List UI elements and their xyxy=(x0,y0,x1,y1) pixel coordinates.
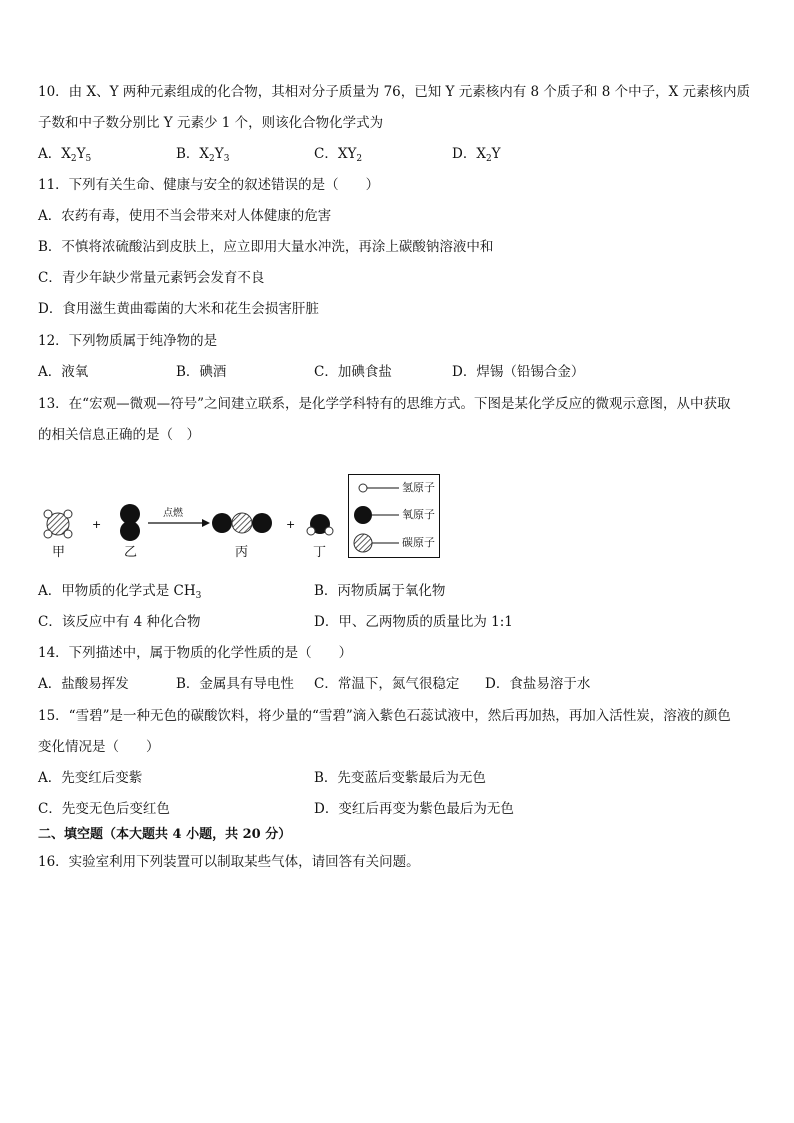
molecule-jia xyxy=(44,510,72,538)
q14-stem: 14．下列描述中，属于物质的化学性质的是（ ） xyxy=(38,645,353,661)
q15-stem-line1: 15．“雪碧”是一种无色的碳酸饮料，将少量的“雪碧”滴入紫色石蕊试液中，然后再加热，再加入活性炭，溶液的颜色 xyxy=(38,708,731,724)
q14-option-d: D．食盐易溶于水 xyxy=(485,676,591,692)
q15-option-d: D．变红后再变为紫色最后为无色 xyxy=(314,801,514,817)
q14-option-b: B．金属具有导电性 xyxy=(176,676,294,692)
label-yi: 乙 xyxy=(124,545,138,560)
q12-option-a: A．液氧 xyxy=(38,364,89,380)
q12-stem: 12．下列物质属于纯净物的是 xyxy=(38,333,218,349)
label-bing: 丙 xyxy=(235,545,249,560)
q10-option-b: B．$X_2Y_3$ xyxy=(176,146,230,164)
q10-option-a: A．$X_2Y_5$ xyxy=(38,146,92,164)
q13-option-a: A．甲物质的化学式是 $CH_3$ xyxy=(38,583,202,601)
atom-legend xyxy=(348,474,440,558)
q12-option-c: C．加碘食盐 xyxy=(314,364,392,380)
label-ding: 丁 xyxy=(313,545,327,560)
q16-stem: 16．实验室利用下列装置可以制取某些气体，请回答有关问题。 xyxy=(38,854,420,870)
molecule-yi xyxy=(120,504,140,541)
q13-option-d: D．甲、乙两物质的质量比为 1:1 xyxy=(314,614,513,630)
legend-oxygen: 氧原子 xyxy=(402,508,435,521)
q15-option-b: B．先变蓝后变紫最后为无色 xyxy=(314,770,486,786)
q11-stem: 11．下列有关生命、健康与安全的叙述错误的是（ ） xyxy=(38,177,380,193)
q13-option-b: B．丙物质属于氧化物 xyxy=(314,583,446,599)
molecule-ding xyxy=(307,514,333,535)
q13-stem-line1: 13．在“宏观—微观—符号”之间建立联系，是化学学科特有的思维方式。下图是某化学反应的微观示意图，从中获取 xyxy=(38,396,731,412)
q11-option-c: C．青少年缺少常量元素钙会发育不良 xyxy=(38,270,265,286)
q11-option-a: A．农药有毒，使用不当会带来对人体健康的危害 xyxy=(38,208,332,224)
q15-stem-line2: 变化情况是（ ） xyxy=(38,739,160,755)
q11-option-d: D．食用滋生黄曲霉菌的大米和花生会损害肝脏 xyxy=(38,301,319,317)
q10-option-d: D．$X_2Y$ xyxy=(452,146,501,164)
q15-option-c: C．先变无色后变红色 xyxy=(38,801,170,817)
q13-option-c: C．该反应中有 4 种化合物 xyxy=(38,614,201,630)
reaction-diagram xyxy=(30,486,350,546)
q10-option-c: C．$XY_2$ xyxy=(314,146,363,164)
q14-option-a: A．盐酸易挥发 xyxy=(38,676,129,692)
section-heading: 二、填空题（本大题共 4 小题，共 20 分） xyxy=(38,827,292,842)
q12-option-d: D．焊锡（铅锡合金） xyxy=(452,364,585,380)
q13-stem-line2: 的相关信息正确的是（ ） xyxy=(38,427,200,443)
reaction-condition: 点燃 xyxy=(163,508,183,519)
legend-hydrogen: 氢原子 xyxy=(402,481,435,494)
q12-option-b: B．碘酒 xyxy=(176,364,227,380)
q11-option-b: B．不慎将浓硫酸沾到皮肤上，应立即用大量水冲洗，再涂上碳酸钠溶液中和 xyxy=(38,239,494,255)
q10-stem-line1: 10．由 X、Y 两种元素组成的化合物，其相对分子质量为 76，已知 Y 元素核内有 8 个质子和 8 个中子，X 元素核内质 xyxy=(38,84,750,100)
plus-sign-2: + xyxy=(286,518,296,531)
plus-sign-1: + xyxy=(92,518,102,531)
molecule-bing xyxy=(212,513,272,533)
legend-carbon: 碳原子 xyxy=(402,536,435,549)
label-jia: 甲 xyxy=(52,545,66,560)
q10-stem-line2: 子数和中子数分别比 Y 元素少 1 个，则该化合物化学式为 xyxy=(38,115,384,131)
q14-option-c: C．常温下，氮气很稳定 xyxy=(314,676,460,692)
q15-option-a: A．先变红后变紫 xyxy=(38,770,143,786)
